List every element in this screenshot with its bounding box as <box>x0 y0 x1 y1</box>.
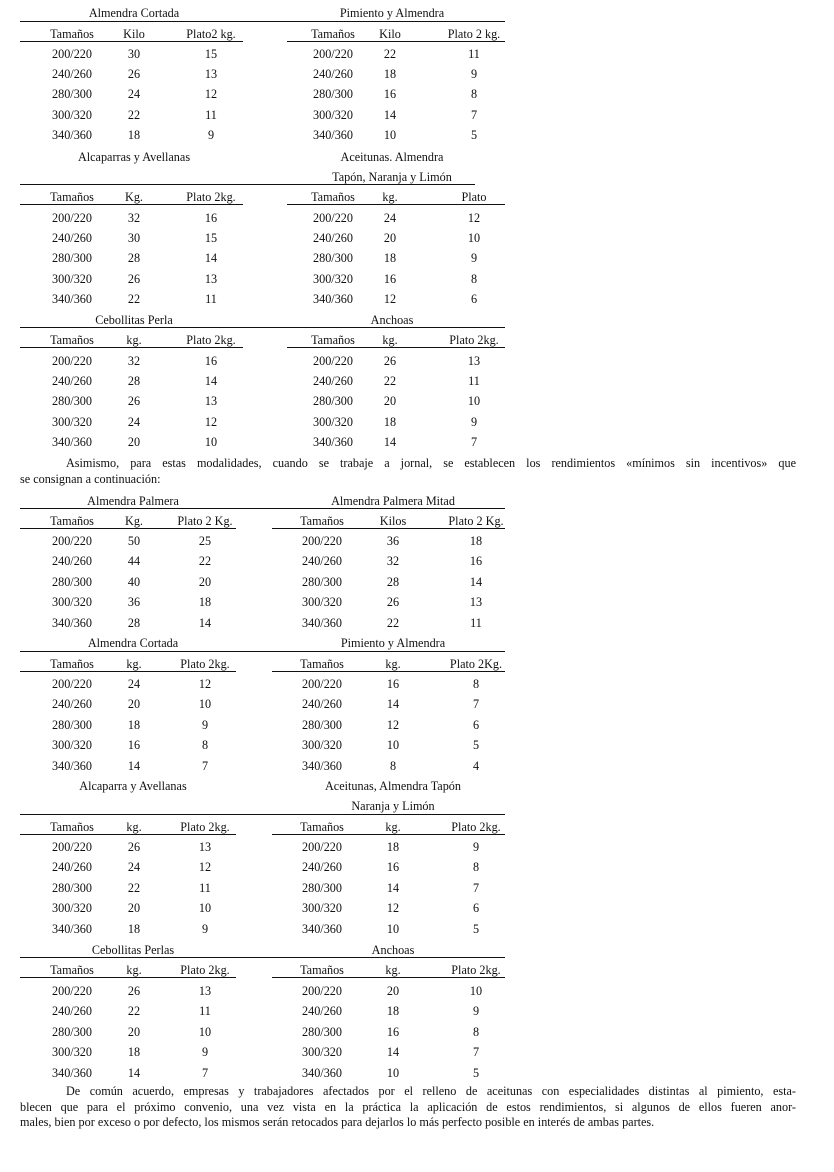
table-cell: 200/220 <box>52 840 92 854</box>
table-title: Almendra Palmera <box>87 494 179 508</box>
table-cell: 280/300 <box>302 1024 342 1039</box>
table-title: Aceitunas, Almendra Tapón <box>325 779 461 793</box>
column-header: kg. <box>385 657 401 671</box>
table-cell: 280/300 <box>302 880 342 895</box>
table-cell: 36 <box>386 534 400 548</box>
table-cell: 18 <box>127 921 141 936</box>
table-cell: 11 <box>205 107 217 122</box>
column-header: Tamaños <box>311 190 355 204</box>
table-cell: 11 <box>468 374 480 389</box>
table-cell: 300/320 <box>52 271 92 286</box>
table-cell: 280/300 <box>52 717 92 732</box>
table-title: Tapón, Naranja y Limón <box>332 170 452 184</box>
table-cell: 13 <box>204 271 218 286</box>
table-cell: 340/360 <box>302 921 342 936</box>
table-cell: 200/220 <box>52 354 92 368</box>
table-cell: 300/320 <box>52 595 92 610</box>
table-title: Alcaparras y Avellanas <box>77 150 191 164</box>
table-cell: 40 <box>127 574 141 589</box>
column-header: Plato2 kg. <box>186 27 236 41</box>
table-cell: 300/320 <box>302 1045 342 1060</box>
column-header: Plato 2 Kg. <box>177 514 233 528</box>
table-cell: 240/260 <box>302 554 342 569</box>
table-cell: 18 <box>383 414 397 429</box>
table-cell: 200/220 <box>52 984 92 998</box>
table-title: Alcaparra y Avellanas <box>79 779 187 793</box>
table-cell: 18 <box>127 127 141 142</box>
table-cell: 18 <box>127 717 141 732</box>
column-header: Plato 2 kg. <box>447 27 501 41</box>
paragraph-line: Asimismo, para estas modalidades, cuando se trabaje a jornal, se establecen los rendimientos «mínimos sin incentivos» que <box>66 456 796 470</box>
table-cell: 12 <box>198 677 212 691</box>
column-header: kg. <box>385 820 401 834</box>
table-cell: 22 <box>127 107 141 122</box>
column-header: kg. <box>385 963 401 977</box>
table-cell: 340/360 <box>52 1065 92 1080</box>
table-cell: 26 <box>383 354 397 368</box>
table-cell: 300/320 <box>302 738 342 753</box>
table-cell: 300/320 <box>52 414 92 429</box>
table-cell: 8 <box>201 738 209 753</box>
table-cell: 20 <box>383 394 397 409</box>
table-title: Anchoas <box>371 943 415 957</box>
table-cell: 10 <box>467 231 481 246</box>
table-cell: 10 <box>198 1024 212 1039</box>
column-header: Tamaños <box>50 333 94 347</box>
column-header: Tamaños <box>50 820 94 834</box>
table-cell: 280/300 <box>52 394 92 409</box>
table-cell: 16 <box>386 860 400 875</box>
column-header: Kilos <box>379 514 407 528</box>
column-header: Kg. <box>125 514 143 528</box>
table-cell: 200/220 <box>313 47 353 61</box>
table-cell: 18 <box>469 534 483 548</box>
table-cell: 6 <box>470 291 478 306</box>
table-cell: 280/300 <box>313 394 353 409</box>
column-header: Plato 2kg. <box>451 820 501 834</box>
table-cell: 14 <box>127 758 141 773</box>
table-cell: 16 <box>204 354 218 368</box>
header-rule <box>272 671 505 672</box>
table-cell: 13 <box>204 394 218 409</box>
table-cell: 7 <box>201 758 209 773</box>
column-header: kg. <box>126 820 142 834</box>
table-cell: 15 <box>204 47 218 61</box>
table-cell: 9 <box>201 1045 209 1060</box>
table-cell: 7 <box>472 1045 480 1060</box>
table-cell: 340/360 <box>52 758 92 773</box>
table-cell: 200/220 <box>302 840 342 854</box>
header-rule <box>20 977 236 978</box>
table-cell: 20 <box>127 901 141 916</box>
table-cell: 340/360 <box>302 615 342 630</box>
table-cell: 200/220 <box>52 677 92 691</box>
table-cell: 16 <box>383 87 397 102</box>
table-cell: 11 <box>205 291 217 306</box>
title-rule <box>20 508 505 509</box>
table-cell: 18 <box>383 251 397 266</box>
table-cell: 340/360 <box>313 127 353 142</box>
table-cell: 300/320 <box>302 595 342 610</box>
table-cell: 240/260 <box>302 697 342 712</box>
column-header: Kilo <box>123 27 145 41</box>
table-title: Almendra Cortada <box>87 636 179 650</box>
column-header: Tamaños <box>300 820 344 834</box>
table-cell: 12 <box>204 87 218 102</box>
table-cell: 200/220 <box>52 534 92 548</box>
table-cell: 280/300 <box>302 574 342 589</box>
table-cell: 28 <box>127 615 141 630</box>
table-cell: 9 <box>472 840 480 854</box>
table-cell: 280/300 <box>52 87 92 102</box>
table-cell: 300/320 <box>52 107 92 122</box>
table-cell: 8 <box>389 758 397 773</box>
header-rule <box>272 834 505 835</box>
table-cell: 9 <box>201 717 209 732</box>
table-cell: 16 <box>204 211 218 225</box>
table-cell: 12 <box>386 717 400 732</box>
table-cell: 20 <box>127 1024 141 1039</box>
table-cell: 20 <box>198 574 212 589</box>
table-title: Cebollitas Perlas <box>91 943 175 957</box>
table-cell: 22 <box>383 374 397 389</box>
column-header: Plato 2kg. <box>180 820 230 834</box>
table-cell: 12 <box>204 414 218 429</box>
table-cell: 11 <box>199 1004 211 1019</box>
column-header: Tamaños <box>50 514 94 528</box>
table-cell: 28 <box>386 574 400 589</box>
table-title: Almendra Cortada <box>88 6 180 20</box>
table-cell: 26 <box>127 840 141 854</box>
table-cell: 14 <box>383 107 397 122</box>
paragraph-line: se consignan a continuación: <box>20 471 161 486</box>
table-cell: 26 <box>127 394 141 409</box>
table-title: Aceitunas. Almendra <box>340 150 444 164</box>
table-cell: 280/300 <box>52 880 92 895</box>
table-cell: 18 <box>386 1004 400 1019</box>
table-cell: 14 <box>383 434 397 449</box>
title-rule <box>20 814 505 815</box>
paragraph-line: males, bien por exceso o por defecto, los mismos serán retocados para dejarlos lo más perfecto posible en interés de ambas partes. <box>20 1115 655 1129</box>
table-cell: 15 <box>204 231 218 246</box>
table-cell: 300/320 <box>52 738 92 753</box>
column-header: Tamaños <box>50 27 94 41</box>
table-cell: 6 <box>472 717 480 732</box>
table-cell: 26 <box>386 595 400 610</box>
table-cell: 13 <box>198 984 212 998</box>
table-title: Almendra Palmera Mitad <box>331 494 455 508</box>
table-cell: 280/300 <box>52 574 92 589</box>
table-cell: 300/320 <box>52 901 92 916</box>
title-rule <box>20 184 475 185</box>
table-cell: 26 <box>127 271 141 286</box>
table-cell: 280/300 <box>302 717 342 732</box>
table-cell: 28 <box>127 374 141 389</box>
header-rule <box>287 347 505 348</box>
table-cell: 300/320 <box>52 1045 92 1060</box>
column-header: Tamaños <box>300 963 344 977</box>
table-cell: 12 <box>386 901 400 916</box>
table-cell: 300/320 <box>313 107 353 122</box>
table-cell: 200/220 <box>52 47 92 61</box>
table-cell: 280/300 <box>313 87 353 102</box>
table-cell: 14 <box>469 574 483 589</box>
table-cell: 36 <box>127 595 141 610</box>
table-cell: 44 <box>127 554 141 569</box>
table-cell: 10 <box>386 738 400 753</box>
table-cell: 10 <box>198 901 212 916</box>
table-cell: 30 <box>127 47 141 61</box>
table-cell: 22 <box>383 47 397 61</box>
header-rule <box>20 834 236 835</box>
header-rule <box>20 41 243 42</box>
table-cell: 300/320 <box>313 271 353 286</box>
table-title: Naranja y Limón <box>351 799 435 813</box>
title-rule <box>20 327 505 328</box>
table-cell: 24 <box>127 677 141 691</box>
table-cell: 6 <box>472 901 480 916</box>
table-cell: 32 <box>386 554 400 569</box>
table-cell: 14 <box>198 615 212 630</box>
column-header: Plato 2kg. <box>180 963 230 977</box>
header-rule <box>20 204 243 205</box>
table-cell: 340/360 <box>52 127 92 142</box>
table-cell: 25 <box>198 534 212 548</box>
column-header: Kg. <box>125 190 143 204</box>
table-cell: 240/260 <box>52 1004 92 1019</box>
header-rule <box>20 347 243 348</box>
title-rule <box>20 21 505 22</box>
table-cell: 14 <box>204 251 218 266</box>
column-header: kg. <box>126 333 142 347</box>
header-rule <box>272 977 505 978</box>
table-cell: 16 <box>386 1024 400 1039</box>
table-cell: 20 <box>127 697 141 712</box>
table-cell: 5 <box>470 127 478 142</box>
table-cell: 10 <box>386 921 400 936</box>
table-cell: 50 <box>127 534 141 548</box>
table-cell: 22 <box>198 554 212 569</box>
column-header: Tamaños <box>300 514 344 528</box>
table-cell: 13 <box>198 840 212 854</box>
header-rule <box>287 41 505 42</box>
header-rule <box>20 671 236 672</box>
table-cell: 9 <box>470 251 478 266</box>
table-cell: 20 <box>386 984 400 998</box>
header-rule <box>287 204 505 205</box>
table-cell: 20 <box>127 434 141 449</box>
table-title: Cebollitas Perla <box>95 313 173 327</box>
table-cell: 240/260 <box>52 860 92 875</box>
table-cell: 18 <box>386 840 400 854</box>
table-cell: 13 <box>204 67 218 82</box>
table-cell: 200/220 <box>302 677 342 691</box>
table-cell: 10 <box>204 434 218 449</box>
table-title: Anchoas <box>370 313 414 327</box>
column-header: Tamaños <box>311 333 355 347</box>
body-paragraph <box>20 1084 796 1131</box>
column-header: kg. <box>126 963 142 977</box>
table-cell: 240/260 <box>313 374 353 389</box>
table-cell: 8 <box>472 1024 480 1039</box>
column-header: Plato <box>461 190 487 204</box>
table-cell: 240/260 <box>52 67 92 82</box>
table-cell: 12 <box>467 211 481 225</box>
table-cell: 340/360 <box>302 758 342 773</box>
table-cell: 10 <box>469 984 483 998</box>
table-cell: 340/360 <box>52 921 92 936</box>
column-header: Plato 2Kg. <box>449 657 503 671</box>
header-rule <box>272 528 505 529</box>
table-cell: 7 <box>472 880 480 895</box>
table-cell: 22 <box>127 1004 141 1019</box>
column-header: Plato 2kg. <box>449 333 499 347</box>
table-cell: 200/220 <box>313 354 353 368</box>
table-cell: 28 <box>127 251 141 266</box>
table-cell: 340/360 <box>302 1065 342 1080</box>
table-cell: 9 <box>207 127 215 142</box>
table-cell: 24 <box>127 87 141 102</box>
table-cell: 18 <box>198 595 212 610</box>
column-header: kg. <box>382 333 398 347</box>
table-cell: 300/320 <box>302 901 342 916</box>
table-cell: 10 <box>386 1065 400 1080</box>
table-cell: 22 <box>127 880 141 895</box>
header-rule <box>20 528 236 529</box>
table-cell: 9 <box>470 67 478 82</box>
body-paragraph <box>20 456 796 487</box>
table-cell: 24 <box>383 211 397 225</box>
column-header: Tamaños <box>311 27 355 41</box>
table-cell: 32 <box>127 354 141 368</box>
table-cell: 24 <box>127 414 141 429</box>
table-cell: 13 <box>469 595 483 610</box>
table-cell: 32 <box>127 211 141 225</box>
table-cell: 12 <box>198 860 212 875</box>
table-cell: 200/220 <box>52 211 92 225</box>
table-cell: 11 <box>468 47 480 61</box>
table-cell: 300/320 <box>313 414 353 429</box>
table-cell: 240/260 <box>313 231 353 246</box>
column-header: Tamaños <box>50 190 94 204</box>
table-cell: 16 <box>386 677 400 691</box>
table-cell: 200/220 <box>302 534 342 548</box>
table-cell: 5 <box>472 738 480 753</box>
table-cell: 9 <box>470 414 478 429</box>
table-cell: 340/360 <box>52 615 92 630</box>
table-cell: 22 <box>127 291 141 306</box>
column-header: Plato 2 Kg. <box>448 514 504 528</box>
column-header: Kilo <box>379 27 401 41</box>
table-cell: 18 <box>127 1045 141 1060</box>
table-cell: 5 <box>472 1065 480 1080</box>
table-cell: 26 <box>127 984 141 998</box>
table-cell: 280/300 <box>52 1024 92 1039</box>
table-cell: 16 <box>469 554 483 569</box>
table-cell: 8 <box>470 271 478 286</box>
paragraph-line: blecen que para el próximo convenio, una vez vista en la práctica la aplicación de estos rendimientos, si algunos de ellos fueren anor- <box>20 1099 796 1114</box>
table-cell: 340/360 <box>313 434 353 449</box>
table-cell: 9 <box>472 1004 480 1019</box>
table-cell: 200/220 <box>313 211 353 225</box>
table-cell: 9 <box>201 921 209 936</box>
table-cell: 14 <box>386 697 400 712</box>
column-header: Tamaños <box>50 963 94 977</box>
column-header: Plato 2kg. <box>180 657 230 671</box>
table-cell: 240/260 <box>52 697 92 712</box>
table-cell: 240/260 <box>52 231 92 246</box>
table-cell: 200/220 <box>302 984 342 998</box>
column-header: Plato 2kg. <box>451 963 501 977</box>
column-header: Plato 2kg. <box>186 333 236 347</box>
table-cell: 30 <box>127 231 141 246</box>
paragraph-line: De común acuerdo, empresas y trabajadores afectados por el relleno de aceitunas con especialidades distintas al pimiento, esta- <box>66 1084 796 1098</box>
table-cell: 8 <box>472 677 480 691</box>
table-cell: 14 <box>386 1045 400 1060</box>
table-cell: 12 <box>383 291 397 306</box>
table-cell: 280/300 <box>313 251 353 266</box>
column-header: Tamaños <box>50 657 94 671</box>
table-cell: 8 <box>472 860 480 875</box>
table-cell: 340/360 <box>313 291 353 306</box>
table-cell: 280/300 <box>52 251 92 266</box>
table-cell: 18 <box>383 67 397 82</box>
table-cell: 10 <box>467 394 481 409</box>
table-cell: 240/260 <box>52 374 92 389</box>
title-rule <box>20 651 505 652</box>
table-cell: 5 <box>472 921 480 936</box>
table-cell: 240/260 <box>302 860 342 875</box>
table-cell: 240/260 <box>313 67 353 82</box>
table-cell: 11 <box>470 615 482 630</box>
table-cell: 26 <box>127 67 141 82</box>
table-cell: 7 <box>472 697 480 712</box>
table-cell: 14 <box>127 1065 141 1080</box>
table-cell: 11 <box>199 880 211 895</box>
table-cell: 7 <box>201 1065 209 1080</box>
column-header: kg. <box>382 190 398 204</box>
table-cell: 22 <box>386 615 400 630</box>
table-title: Pimiento y Almendra <box>339 6 445 20</box>
column-header: kg. <box>126 657 142 671</box>
table-cell: 240/260 <box>52 554 92 569</box>
table-cell: 4 <box>472 758 480 773</box>
title-rule <box>20 957 505 958</box>
table-cell: 7 <box>470 107 478 122</box>
table-cell: 7 <box>470 434 478 449</box>
table-cell: 240/260 <box>302 1004 342 1019</box>
table-cell: 10 <box>383 127 397 142</box>
table-cell: 24 <box>127 860 141 875</box>
column-header: Tamaños <box>300 657 344 671</box>
table-cell: 16 <box>383 271 397 286</box>
table-cell: 14 <box>386 880 400 895</box>
table-cell: 20 <box>383 231 397 246</box>
table-cell: 340/360 <box>52 291 92 306</box>
table-cell: 14 <box>204 374 218 389</box>
table-cell: 10 <box>198 697 212 712</box>
table-cell: 8 <box>470 87 478 102</box>
table-cell: 13 <box>467 354 481 368</box>
column-header: Plato 2kg. <box>186 190 236 204</box>
table-cell: 16 <box>127 738 141 753</box>
table-cell: 340/360 <box>52 434 92 449</box>
table-title: Pimiento y Almendra <box>340 636 446 650</box>
